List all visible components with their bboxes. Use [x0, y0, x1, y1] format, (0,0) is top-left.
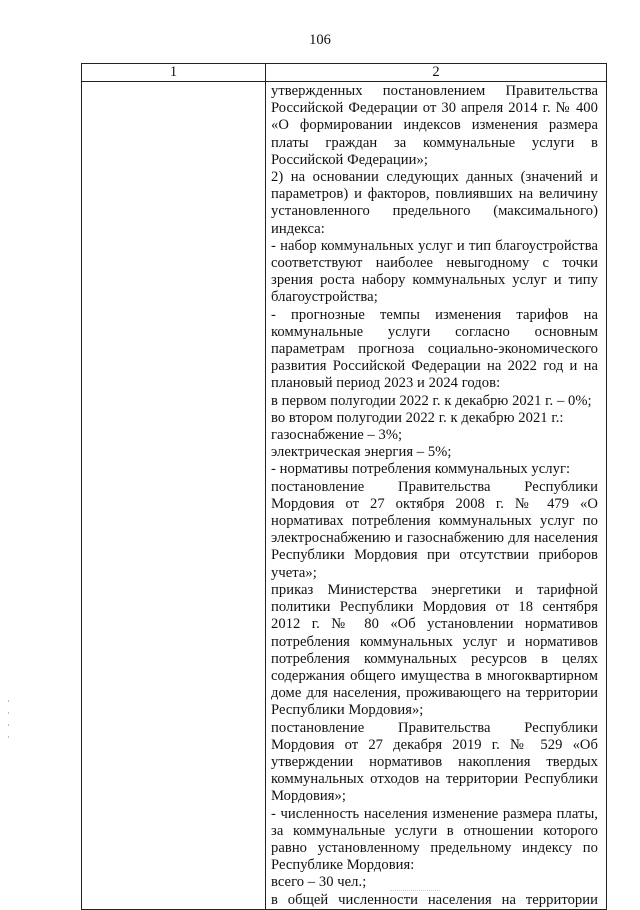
paragraph: - набор коммунальных услуг и тип благоустройства соответствуют наиболее невыгодному с точки зрения роста набору коммунальных услуг и типу благоустройства;	[271, 237, 598, 306]
paragraph: - нормативы потребления коммунальных услуг:	[271, 461, 571, 478]
page-number: 106	[309, 32, 331, 48]
table-header-row	[82, 64, 607, 82]
table-body-row	[82, 82, 607, 910]
column-2-text	[266, 82, 606, 909]
paragraph: - прогнозные темпы изменения тарифов на коммунальные услуги согласно основным параметрам прогноза социально-экономического развития Российской Федерации на 2022 год и на плановый период 2023 и 2024 годов:	[271, 306, 598, 392]
footer-scan-mark	[390, 890, 440, 892]
left-margin-scan-marks	[0, 0, 30, 905]
paragraph: постановление Правительства Республики Мордовия от 27 декабря 2019 г. № 529 «Об утверждении нормативов накопления твердых коммунальных отходов на территории Республики Мордовия»;	[271, 719, 598, 805]
column-1-cell	[82, 82, 266, 910]
paragraph: приказ Министерства энергетики и тарифной политики Республики Мордовия от 18 сентября 2012 г. № 80 «Об установлении нормативов потребления коммунальных услуг и нормативов потребления коммунальных ресурсов в целях содержания общего имущества в многоквартирном доме для населения, проживающего на территории Республики Мордовия»;	[271, 581, 598, 719]
paragraph: постановление Правительства Республики Мордовия от 27 октября 2008 г. № 479 «О нормативах потребления коммунальных услуг по электроснабжению и газоснабжению для населения Республики Мордовия при отсутствии приборов учета»;	[271, 478, 598, 581]
column-2-cell	[266, 82, 607, 910]
document-table	[81, 63, 607, 910]
paragraph: электрическая энергия – 5%;	[271, 444, 452, 461]
paragraph: газоснабжение – 3%;	[271, 427, 403, 444]
paragraph: во втором полугодии 2022 г. к декабрю 2021 г.:	[271, 409, 564, 426]
paragraph: в общей численности населения на территории	[271, 891, 598, 908]
paragraph: в первом полугодии 2022 г. к декабрю 2021 г. – 0%;	[271, 392, 592, 409]
column-2-header: 2	[266, 64, 607, 82]
paragraph: утвержденных постановлением Правительства Российской Федерации от 30 апреля 2014 г. № 400 «О формировании индексов изменения размера платы граждан за коммунальные услуги в Российской Федерации»;	[271, 83, 598, 168]
paragraph: всего – 30 чел.;	[271, 874, 367, 891]
column-1-header: 1	[82, 64, 266, 82]
paragraph: 2) на основании следующих данных (значений и параметров) и факторов, повлиявших на величину установленного предельного (максимального) индекса:	[271, 169, 598, 237]
paragraph: - численность населения изменение размера платы, за коммунальные услуги в отношении которого равно установленному предельному индексу по Республике Мордовия:	[271, 805, 598, 874]
